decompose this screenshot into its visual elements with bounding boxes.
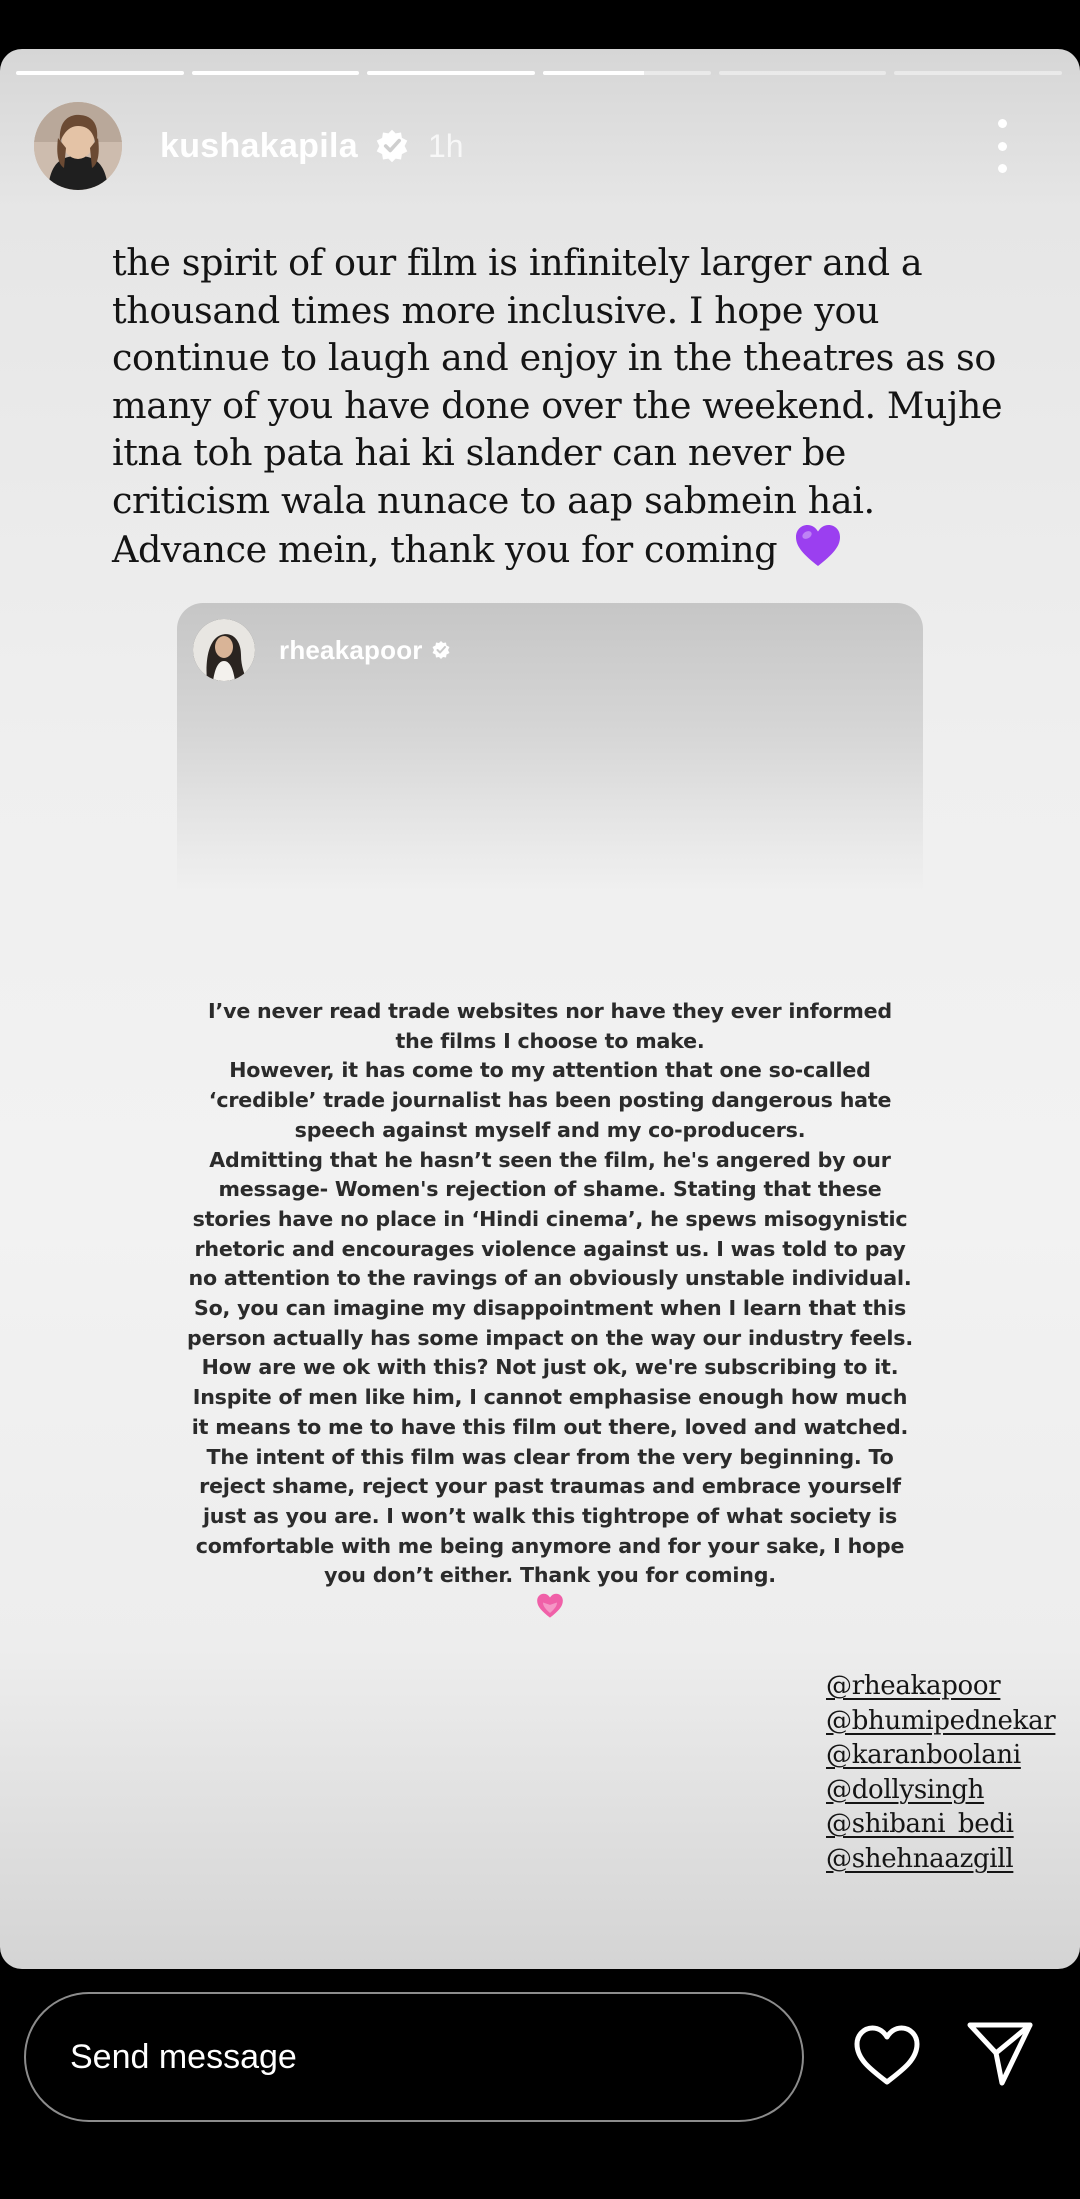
- progress-segment-fill: [16, 71, 184, 75]
- shared-story-header: [193, 619, 451, 681]
- author-username[interactable]: kushakapila: [160, 126, 358, 165]
- statement-paragraph: Admitting that he hasn’t seen the film, he's angered by our message- Women's rejection of shame. Stating that these stories have no place in ‘Hindi cinema’, he spews misogynistic rhetoric and encourages violence against us. I was told to pay no attention to the ravings of an obviously unstable individual. So, you can imagine my disappointment when I learn that this person actually has some impact on the way our industry feels. How are we ok with this? Not just ok, we're subscribing to it.: [187, 1147, 913, 1380]
- statement-paragraph: However, it has come to my attention that one so-called ‘credible’ trade journalist has been posting dangerous hate speech against myself and my co-producers.: [208, 1058, 892, 1142]
- paper-plane-icon[interactable]: [966, 2019, 1034, 2089]
- verified-badge-icon: [431, 640, 451, 660]
- mention-bhumipednekar[interactable]: @bhumipednekar: [826, 1705, 1056, 1736]
- story-progress-bar: [16, 71, 1062, 75]
- progress-segment-fill: [192, 71, 360, 75]
- progress-segment: [543, 71, 711, 75]
- story-caption-text: [112, 239, 1012, 574]
- more-options-icon[interactable]: [990, 119, 1014, 173]
- send-message-input[interactable]: [68, 2037, 772, 2078]
- author-avatar[interactable]: [34, 102, 122, 190]
- caption-text: the spirit of our film is infinitely larger and a thousand times more inclusive. I hope you continue to laugh and enjoy in the theatres as so many of you have done over the weekend. Mujhe itna toh pata hai ki slander can never be criticism wala nunace to aap sabmein hai. Advance mein, thank you for coming: [112, 241, 1003, 571]
- send-message-field[interactable]: [24, 1992, 804, 2122]
- mention-dollysingh[interactable]: @dollysingh: [826, 1774, 985, 1805]
- statement-paragraph: I’ve never read trade websites nor have they ever informed the films I choose to make.: [208, 999, 892, 1053]
- story-frame[interactable]: [0, 49, 1080, 1969]
- heart-outline-icon[interactable]: [852, 2024, 922, 2088]
- story-footer: [0, 1969, 1080, 2199]
- shared-author-username[interactable]: rheakapoor: [279, 634, 423, 665]
- progress-segment-fill: [367, 71, 535, 75]
- mention-tags: [826, 1669, 1055, 1876]
- pink-heart-icon: [536, 1593, 564, 1619]
- shared-author-avatar[interactable]: [193, 619, 255, 681]
- shared-story-statement: [186, 997, 914, 1628]
- statement-paragraph: Inspite of men like him, I cannot emphasise enough how much it means to me to have this film out there, loved and watched. The intent of this film was clear from the very beginning. To reject shame, reject your past traumas and embrace yourself just as you are. I won’t walk this tightrope of what society is comfortable with me being anymore and for your sake, I hope you don’t either. Thank you for coming.: [191, 1385, 909, 1588]
- story-header: [34, 101, 1044, 191]
- mention-rheakapoor[interactable]: @rheakapoor: [826, 1671, 1001, 1701]
- mention-shibani-bedi[interactable]: @shibani_bedi: [826, 1809, 1014, 1839]
- purple-heart-icon: [794, 524, 842, 568]
- story-timestamp: 1h: [427, 127, 464, 164]
- mention-karanboolani[interactable]: @karanboolani: [826, 1740, 1021, 1770]
- mention-shehnaazgill[interactable]: @shehnaazgill: [826, 1843, 1014, 1874]
- progress-segment: [719, 71, 887, 75]
- progress-segment: [16, 71, 184, 75]
- verified-badge-icon: [374, 128, 410, 164]
- progress-segment: [192, 71, 360, 75]
- shared-story-card[interactable]: [177, 603, 923, 893]
- progress-segment-fill: [543, 71, 644, 75]
- progress-segment: [894, 71, 1062, 75]
- progress-segment: [367, 71, 535, 75]
